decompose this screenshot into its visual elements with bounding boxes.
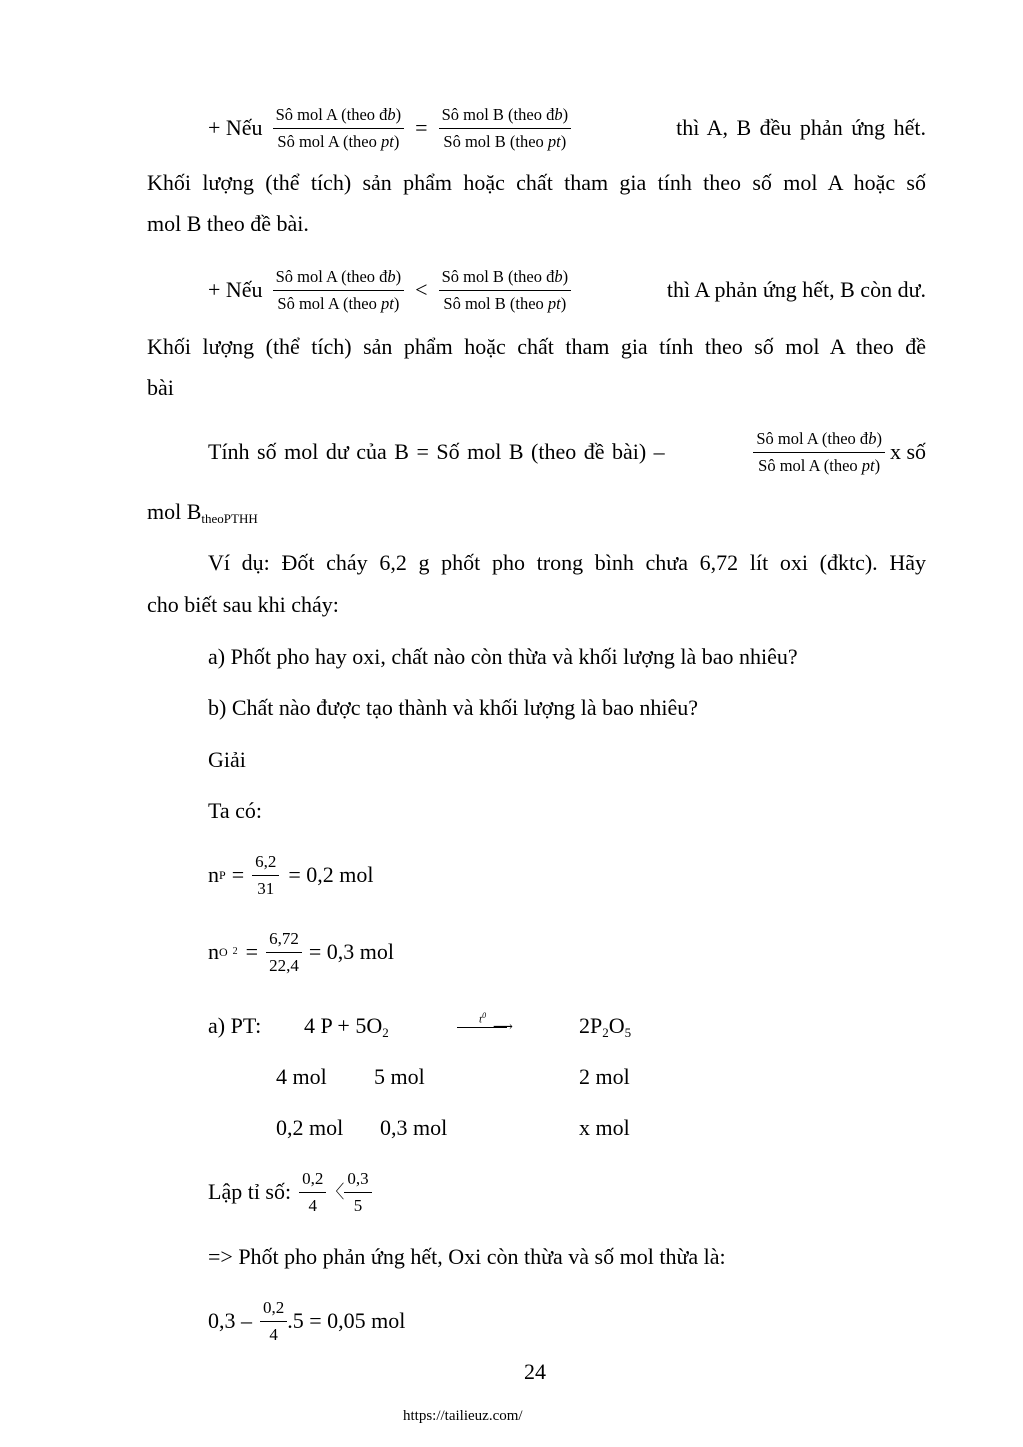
mol-row-1-col-1: 4 mol [276, 1064, 327, 1089]
condition-result: thì A phản ứng hết, B còn dư. [666, 277, 926, 302]
paragraph-2-line-2: bài [147, 375, 174, 400]
excess-formula-prefix: Tính số mol dư của B = Số mol B (theo đề bài) – [208, 439, 665, 464]
excess-formula-continuation: mol $B_{theoPTHH}$ [147, 499, 258, 526]
fraction: $\frac{6,72}{22,4}$ [266, 929, 302, 976]
footer-url[interactable]: https://tailieuz.com/ [403, 1408, 523, 1424]
moles-oxygen: n O 2 = $\frac{6,72}{22,4}$ = 0,3 mol [208, 928, 394, 975]
question-a: a) Phốt pho hay oxi, chất nào còn thừa và khối lượng là bao nhiêu? [208, 644, 798, 669]
mol-row-1-col-2: 5 mol [374, 1064, 425, 1089]
excess-formula-suffix: x số [889, 439, 926, 464]
mol-row-2-col-3: x mol [579, 1115, 630, 1140]
condition-result: thì A, B đều phản ứng hết. [676, 115, 926, 140]
paragraph-1-line-1: Khối lượng (thể tích) sản phẩm hoặc chất tham gia tính theo số mol A hoặc số [147, 170, 926, 195]
fraction: $\frac{0,2}{4}$ [260, 1298, 287, 1345]
condition-prefix: + Nếu [208, 277, 263, 302]
paragraph-1-line-2: mol B theo đề bài. [147, 211, 309, 236]
fraction-b: $\frac{\text{Sô mol B (theo đb)}}{\text{Sô mol B (theo pt)}}$ [439, 267, 572, 314]
page-number: 24 [524, 1359, 546, 1384]
equation-reactants: 4 $P + 5O_2$ [304, 1013, 389, 1040]
condition-equal-line [208, 100, 926, 156]
paragraph-2-line-1: Khối lượng (thể tích) sản phẩm hoặc chất tham gia tính theo số mol A theo đề [147, 334, 926, 359]
excess-formula-line [208, 424, 926, 480]
we-have-label: Ta có: [208, 798, 263, 823]
fraction: $\frac{0,2}{4}$ [299, 1169, 326, 1216]
question-b: b) Chất nào được tạo thành và khối lượng là bao nhiêu? [208, 695, 699, 720]
excess-calculation: 0,3 – $\frac{0,2}{4}$ .5 = 0,05 mol [208, 1297, 406, 1344]
fraction-a: $\frac{\text{Sô mol A (theo đb)}}{\text{Sô mol A (theo pt)}}$ [753, 429, 885, 476]
equation-label: a) PT: [208, 1013, 262, 1038]
condition-prefix: + Nếu [208, 115, 263, 140]
example-line-2: cho biết sau khi cháy: [147, 592, 339, 617]
reaction-arrow-icon: $t^0$ ⟶ [457, 1015, 513, 1037]
fraction-a: $\frac{\text{Sô mol A (theo đb)}}{\text{Sô mol A (theo pt)}}$ [273, 105, 405, 152]
solution-heading: Giải [208, 747, 246, 772]
mol-row-1-col-3: 2 mol [579, 1064, 630, 1089]
fraction-b: $\frac{\text{Sô mol B (theo đb)}}{\text{Sô mol B (theo pt)}}$ [439, 105, 572, 152]
moles-phosphorus: n P = $\frac{6,2}{31}$ = 0,2 mol [208, 851, 374, 898]
fraction-a: $\frac{\text{Sô mol A (theo đb)}}{\text{Sô mol A (theo pt)}}$ [273, 267, 405, 314]
less-than-operator: < [415, 277, 428, 302]
mol-row-2-col-2: 0,3 mol [380, 1115, 448, 1140]
equals-operator: = [415, 115, 428, 140]
fraction: $\frac{0,3}{5}$ [344, 1169, 371, 1216]
mol-row-2-col-1: 0,2 mol [276, 1115, 344, 1140]
conclusion-text: => Phốt pho phản ứng hết, Oxi còn thừa và số mol thừa là: [208, 1244, 726, 1269]
equation-product: $2P_2O_5$ [579, 1013, 632, 1040]
ratio-line: Lập tỉ số: $\frac{0,2}{4}$ 〈 $\frac{0,3}{5}$ [208, 1166, 377, 1218]
example-line-1: Ví dụ: Đốt cháy 6,2 g phốt pho trong bình chưa 6,72 lít oxi (đktc). Hãy [208, 550, 926, 575]
fraction: $\frac{6,2}{31}$ [252, 852, 279, 899]
condition-less-line [208, 262, 926, 318]
